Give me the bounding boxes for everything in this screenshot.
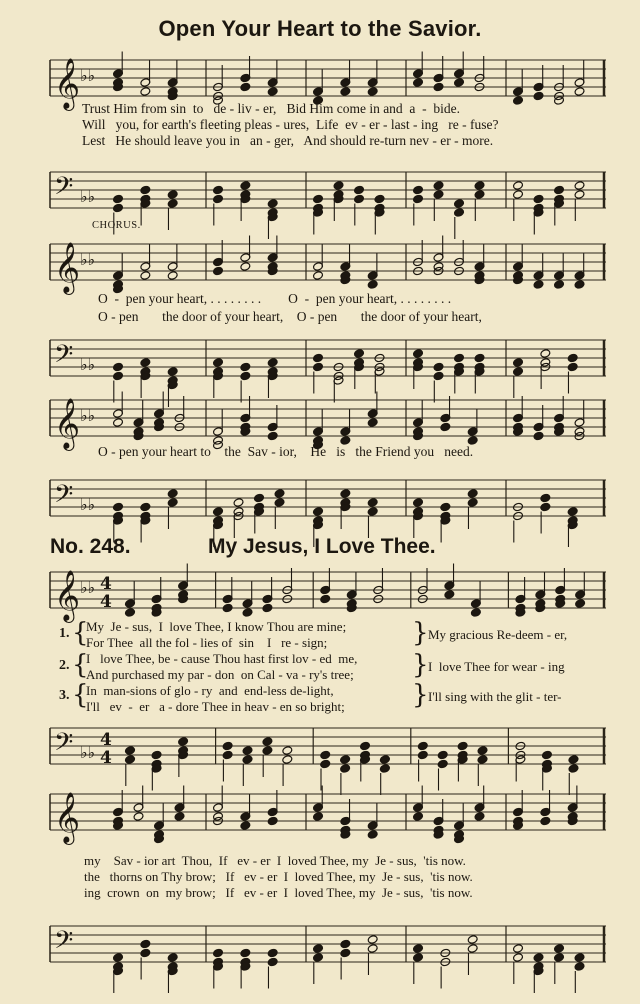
flat-icon: ♭♭ [80,406,96,425]
note-head [167,271,178,281]
verse-line-1: Trust Him from sin to de - liv - er, Bid Him come in and a - bide. [82,101,461,116]
note-head [413,194,424,204]
note-head [568,764,579,774]
note-head [242,608,253,618]
end-line-1: my Sav - ior art Thou, If ev - er I loved Thee, my Je - sus, 'tis now. [84,853,466,868]
hymn-number: No. 248. [50,535,131,558]
note-head [113,502,124,512]
note-head [113,362,124,372]
note-head [413,812,424,822]
end-line-2: the thorns on Thy brow; If ev - er I loved Thee, my Je - sus, 'tis now. [84,869,473,884]
note-head [313,953,324,963]
note-head [567,353,578,363]
note-head [262,746,273,756]
note-head [167,498,178,508]
note-head [240,371,251,381]
verse-left-2b: And purchased my par - don on Cal - va - ry's tree; [86,667,354,682]
note-head [467,935,478,945]
note-head [222,750,233,760]
note-head [313,271,324,281]
flat-icon: ♭♭ [80,578,96,597]
note-head [167,367,178,377]
flat-icon: ♭♭ [80,250,96,269]
note-head [333,181,344,191]
note-head [417,750,428,760]
note-head [267,957,278,967]
note-head [574,87,585,97]
note-head [457,741,468,751]
note-head [513,96,524,106]
note-head [167,489,178,499]
note-head [113,953,124,963]
note-head [437,759,448,769]
verse-left-3b: I'll ev - er a - dore Thee in heav - en so bright; [86,699,345,714]
note-head [254,493,265,503]
note-head [574,962,585,972]
flat-icon: ♭♭ [80,495,96,514]
note-head [320,594,331,604]
note-head [413,78,424,88]
brace-right-1: } [412,618,429,648]
brace-1: { [72,618,89,648]
staff-system-1-bass [50,168,606,214]
time-signature: 4 [100,730,112,750]
note-head [113,203,124,213]
verse-line-3: Lest He should leave you in an - ger, And should re-turn nev - er - more. [82,133,494,148]
note-head [413,349,424,359]
note-head [413,185,424,195]
note-head [262,737,273,747]
verse-right-3: I'll sing with the glit - ter- [428,689,562,704]
note-head [477,746,488,756]
note-head [433,362,444,372]
staff-system-4-bass [50,724,606,770]
note-head [433,190,444,200]
note-head [554,953,565,963]
note-head [282,746,293,756]
note-head [474,181,485,191]
note-head [125,608,136,618]
note-head [340,87,351,97]
note-head [222,603,233,613]
note-head [174,812,185,822]
flat-icon: ♭♭ [80,355,96,374]
verse-left-2a: I love Thee, be - cause Thou hast first lov - ed me, [86,651,358,666]
verse-left-1b: For Thee all the fol - lies of sin I re - sign; [86,635,328,650]
note-head [240,262,251,272]
note-head [125,746,136,756]
staff-system-2-treble [50,240,606,293]
note-head [213,507,224,517]
note-head [222,741,233,751]
note-head [242,746,253,756]
note-head [274,498,285,508]
hymn-title: Open Your Heart to the Savior. [158,16,482,41]
bass-clef-icon: 𝄢 [54,480,74,515]
note-head [340,755,351,765]
staff-system-5-treble [50,790,606,843]
note-head [554,280,565,290]
note-head [140,185,151,195]
bass-clef-icon: 𝄢 [54,926,74,961]
note-head [313,507,324,517]
note-head [367,280,378,290]
end-line-3: ing crown on my brow; If ev - er I loved Thee, my Je - sus, 'tis now. [84,885,473,900]
note-head [513,358,524,368]
staff-system-3-bass [50,476,606,522]
verse-line-2: Will you, for earth's fleeting pleas - ures, Life ev - er - last - ing re - fuse? [82,117,499,132]
note-head [367,507,378,517]
chorus-line-1: O - pen your heart, . . . . . . . . O - pen your heart, . . . . . . . . [98,291,452,306]
note-head [474,353,485,363]
note-head [433,371,444,381]
note-head [167,199,178,209]
note-head [440,502,451,512]
note-head [367,418,378,428]
staff-system-4-treble [50,568,606,621]
note-head [313,194,324,204]
note-head [379,755,390,765]
flat-icon: ♭♭ [80,187,96,206]
note-head [575,599,586,609]
note-head [533,194,544,204]
note-head [374,194,385,204]
note-head [320,750,331,760]
note-head [233,498,244,508]
chorus-line-2: O - pen the door of your heart, O - pen the door of your heart, [98,309,482,324]
note-head [513,944,524,954]
note-head [340,489,351,499]
note-head [213,185,224,195]
note-head [320,759,331,769]
note-head [474,812,485,822]
note-head [540,349,551,359]
note-head [313,362,324,372]
note-head [554,944,565,954]
note-head [340,764,351,774]
note-head [437,750,448,760]
note-head [367,830,378,840]
note-head [417,741,428,751]
brace-right-2: } [412,650,429,680]
note-head [140,502,151,512]
note-head [413,953,424,963]
brace-right-3: } [412,680,429,710]
verse-number-1: 1. [59,626,70,641]
staff-system-5-bass [50,922,606,968]
note-head [340,948,351,958]
treble-clef-icon: 𝄞 [54,398,81,449]
note-head [454,353,465,363]
note-head [354,349,365,359]
note-head [574,280,585,290]
note-head [240,821,251,831]
hymn-title-2: My Jesus, I Love Thee. [208,535,436,558]
verse-right-1: My gracious Re-deem - er, [428,627,568,642]
note-head [240,181,251,191]
verse-left-1a: My Je - sus, I love Thee, I know Thou are mine; [86,619,347,634]
bass-clef-icon: 𝄢 [54,340,74,375]
note-head [274,489,285,499]
treble-clef-icon: 𝄞 [54,792,81,843]
note-head [379,764,390,774]
note-head [213,194,224,204]
note-head [413,498,424,508]
note-head [568,755,579,765]
note-head [140,87,151,97]
note-head [454,199,465,209]
note-head [151,750,162,760]
note-head [267,199,278,209]
verse-left-3a: In man-sions of glo - ry and end-less de-light, [86,683,334,698]
staff-system-3-treble [50,396,606,449]
treble-clef-icon: 𝄞 [54,58,81,109]
flat-icon: ♭♭ [80,743,96,762]
flat-icon: ♭♭ [80,66,96,85]
note-head [242,755,253,765]
note-head [574,190,585,200]
note-head [213,358,224,368]
note-head [533,91,544,101]
note-head [533,953,544,963]
note-head [354,185,365,195]
note-head [313,353,324,363]
note-head [213,948,224,958]
note-head [282,755,293,765]
note-head [567,362,578,372]
note-head [313,944,324,954]
note-head [540,493,551,503]
note-head [240,82,251,92]
note-head [267,431,278,441]
note-head [267,358,278,368]
note-head [125,755,136,765]
note-head [467,498,478,508]
note-head [533,280,544,290]
note-head [240,362,251,372]
note-head [540,816,551,826]
note-head [167,190,178,200]
note-head [178,737,189,747]
bass-clef-icon: 𝄢 [54,172,74,207]
verse-number-2: 2. [59,658,70,673]
note-head [467,944,478,954]
note-head [513,953,524,963]
note-head [140,358,151,368]
note-head [267,87,278,97]
staff-lines [50,172,606,208]
note-head [513,190,524,200]
note-head [513,367,524,377]
verse-right-2: I love Thee for wear - ing [428,659,565,674]
staff-system-2-bass [50,336,606,382]
note-head [367,498,378,508]
note-head [470,608,481,618]
note-head [567,507,578,517]
note-head [444,590,455,600]
note-head [140,271,151,281]
note-head [440,422,451,432]
note-head [454,208,465,218]
note-head [113,371,124,381]
note-head [367,944,378,954]
note-head [262,603,273,613]
note-head [113,418,124,428]
note-head [267,948,278,958]
bass-clef-icon: 𝄢 [54,728,74,763]
note-head [574,953,585,963]
note-head [354,194,365,204]
brace-3: { [72,680,89,710]
note-head [140,939,151,949]
time-signature: 4 [100,574,112,594]
note-head [540,502,551,512]
note-head [513,181,524,191]
note-head [477,755,488,765]
note-head [467,489,478,499]
staff-lines [50,480,606,516]
time-signature: 4 [100,748,112,768]
note-head [474,190,485,200]
note-head [267,816,278,826]
note-head [433,181,444,191]
note-head [554,185,565,195]
note-head [240,948,251,958]
note-head [360,741,371,751]
verse-number-3: 3. [59,688,70,703]
note-head [433,82,444,92]
note-head [367,87,378,97]
note-head [113,194,124,204]
note-head [454,78,465,88]
time-signature: 4 [100,592,112,612]
treble-clef-icon: 𝄞 [54,570,81,621]
note-head [574,181,585,191]
note-head [167,953,178,963]
note-head [140,948,151,958]
note-head [340,939,351,949]
brace-2: { [72,650,89,680]
note-head [313,812,324,822]
note-head [533,431,544,441]
chorus-line-3: O - pen your heart to the Sav - ior, He is the Friend you need. [98,444,474,459]
note-head [541,750,552,760]
note-head [133,812,144,822]
note-head [413,944,424,954]
treble-clef-icon: 𝄞 [54,242,81,293]
note-head [213,266,224,276]
chorus-label: CHORUS. [92,220,141,231]
note-head [367,935,378,945]
